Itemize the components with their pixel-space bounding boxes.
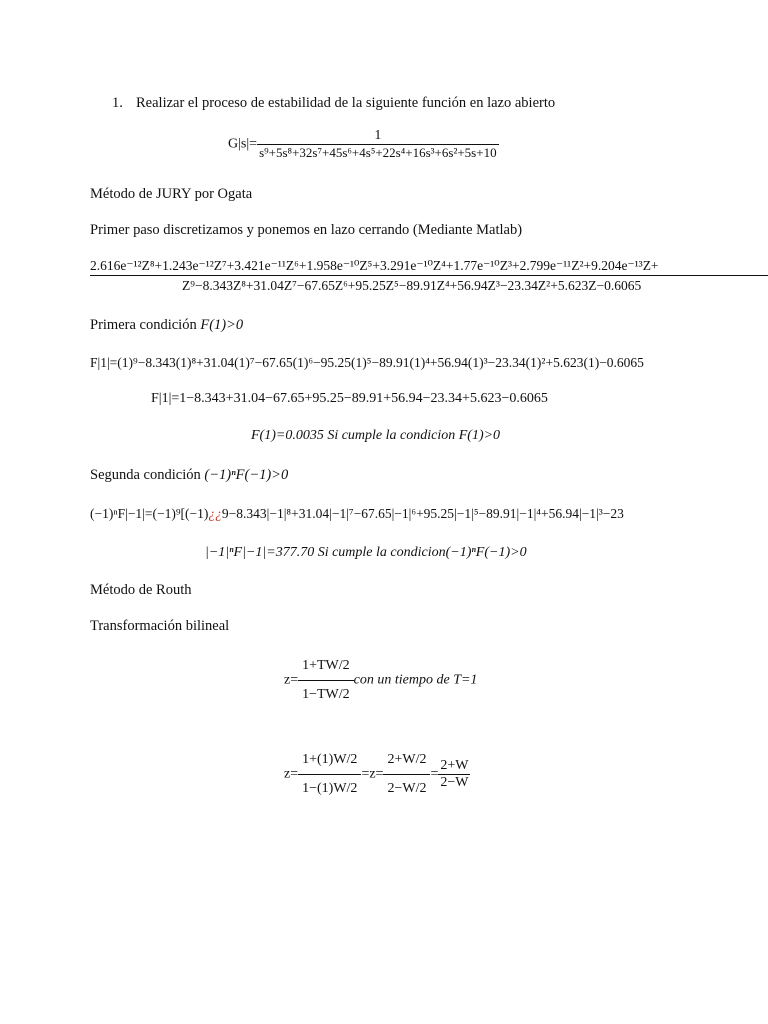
- cond2-eq1-part-a: (−1)ⁿF|−1|=(−1)⁹[(−1): [90, 506, 209, 521]
- discrete-tf-denominator: Z⁹−8.343Z⁸+31.04Z⁷−67.65Z⁶+95.25Z⁵−89.91Z⁴+56.94Z³−23.34Z²+5.623Z−0.6065: [182, 278, 642, 293]
- cond1-label: Primera condición: [90, 317, 197, 333]
- cond2-eq1-part-c: 9−8.343|−1|⁸+31.04|−1|⁷−67.65|−1|⁶+95.25|−1|⁵−89.91|−1|⁴+56.94|−1|³−23: [221, 506, 624, 521]
- section-routh-title: Método de Routh: [90, 582, 192, 598]
- bilinear-eq1-denominator: 1−TW/2: [302, 687, 350, 702]
- cond2-eq2: |−1|ⁿF|−1|=377.70 Si cumple la condicion(−1)ⁿF(−1)>0: [205, 545, 527, 560]
- transfer-function-lhs: G|s|=: [228, 136, 258, 152]
- bilinear-eq2-fraction-2: [383, 746, 430, 803]
- bilinear-eq2-denominator-3: 2−W: [440, 775, 469, 790]
- bilinear-eq2-fraction-3: [438, 758, 470, 791]
- cond1-line: [90, 317, 243, 334]
- transfer-function-numerator: 1: [257, 128, 499, 145]
- transfer-function-denominator: s⁹+5s⁸+32s⁷+45s⁶+4s⁵+22s⁴+16s³+6s²+5s+10: [259, 145, 497, 160]
- bilinear-eq1-fraction: [298, 652, 354, 709]
- transfer-function: [228, 128, 499, 161]
- bilinear-eq2-equals: =: [430, 766, 439, 782]
- cond1-eq3: F(1)=0.0035 Si cumple la condicion F(1)>0: [251, 428, 501, 443]
- discrete-tf-numerator: 2.616e⁻¹²Z⁸+1.243e⁻¹²Z⁷+3.421e⁻¹¹Z⁶+1.958e⁻¹⁰Z⁵+3.291e⁻¹⁰Z⁴+1.77e⁻¹⁰Z³+2.799e⁻¹¹Z²+9.204e⁻¹³Z+: [90, 258, 768, 276]
- section-jury-title: Método de JURY por Ogata: [90, 186, 253, 202]
- bilinear-eq1-numerator: 1+TW/2: [298, 652, 354, 681]
- bilinear-eq2-lhs: z=: [284, 766, 299, 782]
- cond2-label: Segunda condición: [90, 467, 201, 483]
- bilinear-eq2-numerator-2: 2+W/2: [383, 746, 430, 775]
- bilinear-eq2-numerator-3: 2+W: [440, 758, 469, 773]
- bilinear-eq1: [284, 652, 477, 709]
- bilinear-title: Transformación bilineal: [90, 618, 230, 634]
- heading-number: 1.: [112, 95, 123, 111]
- bilinear-eq2-fraction-1: [298, 746, 361, 803]
- bilinear-eq1-tail: con un tiempo de T=1: [353, 672, 478, 688]
- transfer-function-fraction: [257, 128, 499, 161]
- bilinear-eq2-denominator-2: 2−W/2: [387, 781, 427, 796]
- bilinear-eq2-denominator-1: 1−(1)W/2: [302, 781, 358, 796]
- cond1-eq2: F|1|=1−8.343+31.04−67.65+95.25−89.91+56.94−23.34+5.623−0.6065: [151, 391, 548, 406]
- cond2-eq1: [90, 506, 624, 522]
- cond1-math: F(1)>0: [200, 317, 244, 333]
- cond2-math: (−1)ⁿF(−1)>0: [204, 467, 289, 483]
- bilinear-eq2: [284, 746, 470, 803]
- discrete-tf: [90, 258, 768, 294]
- cond1-eq1: F|1|=(1)⁹−8.343(1)⁸+31.04(1)⁷−67.65(1)⁶−95.25(1)⁵−89.91(1)⁴+56.94(1)³−23.34(1)²+5.623(1)−0.6065: [90, 355, 644, 370]
- cond2-eq1-error-glyph: ¿¿: [208, 506, 222, 521]
- bilinear-eq2-numerator-1: 1+(1)W/2: [298, 746, 361, 775]
- step1-text: Primer paso discretizamos y ponemos en lazo cerrando (Mediante Matlab): [90, 222, 523, 238]
- heading-text: Realizar el proceso de estabilidad de la siguiente función en lazo abierto: [136, 95, 556, 111]
- bilinear-eq1-lhs: z=: [284, 672, 299, 688]
- cond2-line: [90, 467, 288, 484]
- bilinear-eq2-mid: =z=: [361, 766, 384, 782]
